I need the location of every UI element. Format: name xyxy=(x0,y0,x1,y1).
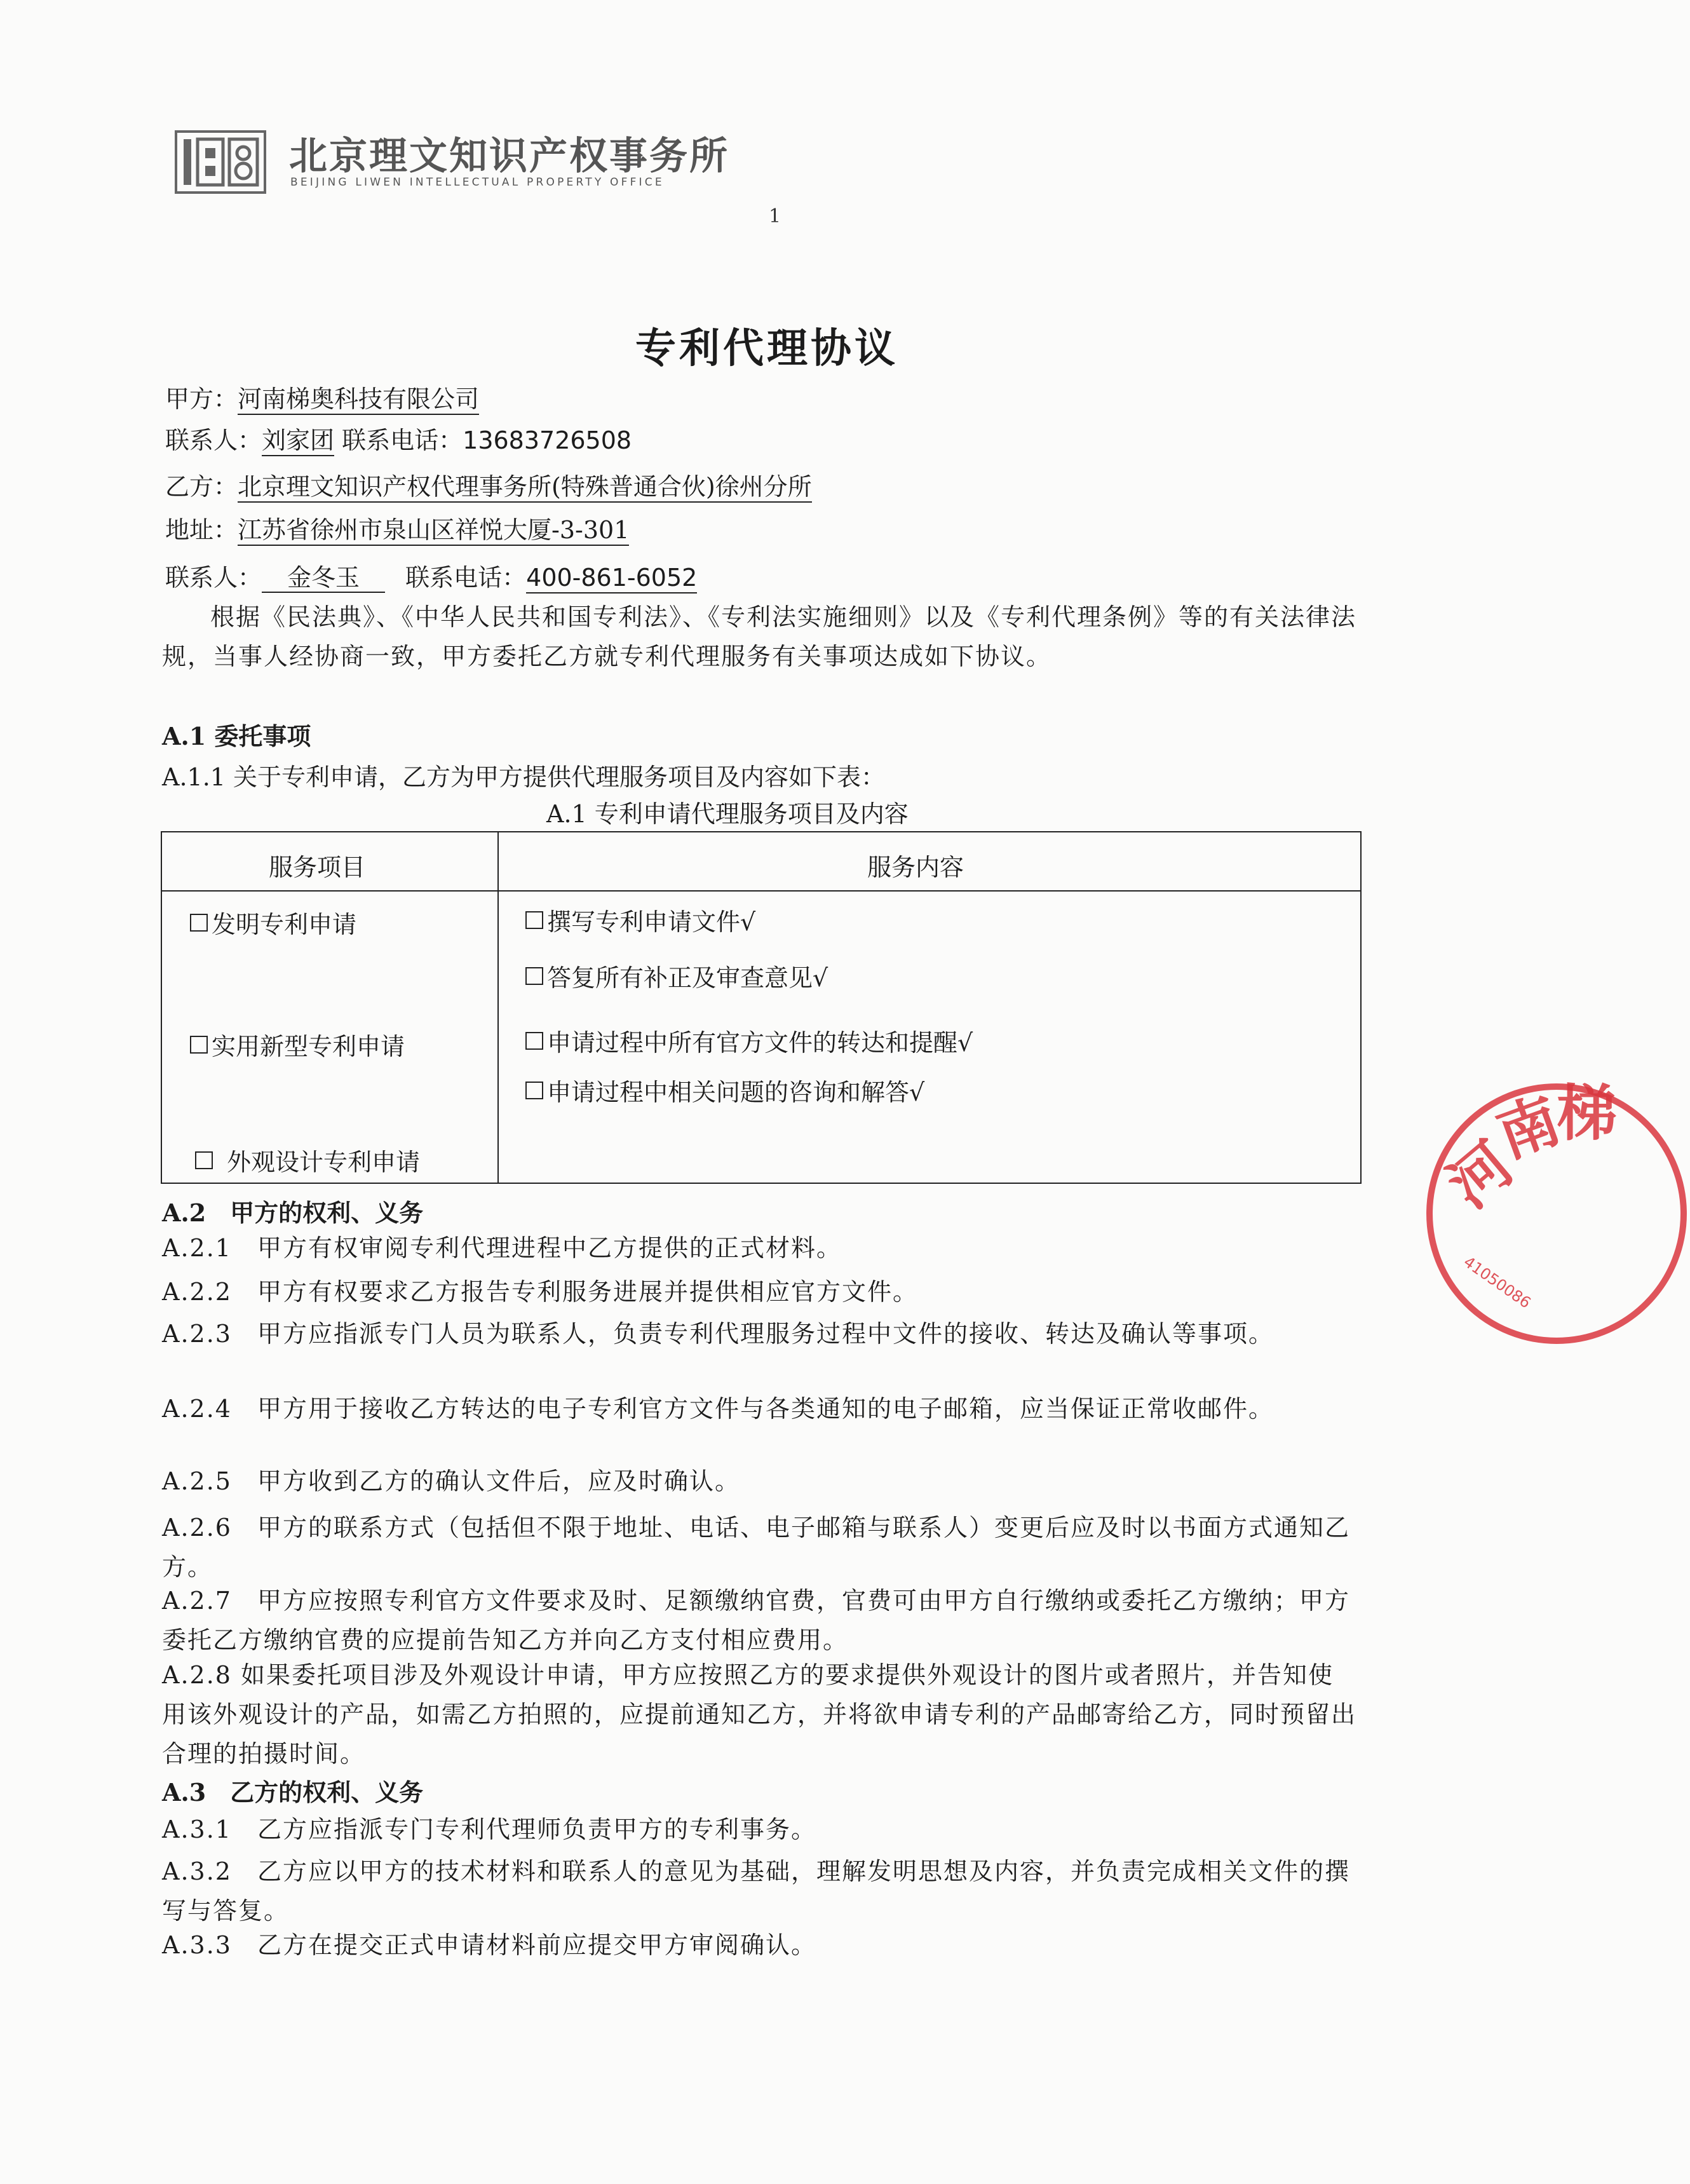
party-b-phone-label: 联系电话： xyxy=(405,564,527,592)
content-consulting[interactable] xyxy=(525,1073,924,1108)
table-header-service-item: 服务项目 xyxy=(269,853,366,881)
checkbox-icon[interactable] xyxy=(195,1151,213,1169)
firm-logo-icon xyxy=(175,130,266,194)
page-number: 1 xyxy=(769,205,781,227)
svg-text:梯: 梯 xyxy=(1557,1078,1618,1149)
section-a1-heading: A.1 委托事项 xyxy=(162,722,311,750)
clause-a2-6: A.2.6 甲方的联系方式（包括但不限于地址、电话、电子邮箱与联系人）变更后应及时以书面方式通知乙方。 xyxy=(162,1514,1350,1581)
content-label: 申请过程中所有官方文件的转达和提醒√ xyxy=(547,1029,973,1057)
firm-name-en: BEIJING LIWEN INTELLECTUAL PROPERTY OFFICE xyxy=(290,176,665,189)
party-a-line xyxy=(165,379,479,414)
clause-a2-8: A.2.8 如果委托项目涉及外观设计申请，甲方应按照乙方的要求提供外观设计的图片或者照片，并告知使用该外观设计的产品，如需乙方拍照的，应提前通知乙方，并将欲申请专利的产品邮寄给乙方，同时预留出合理的拍摄时间。 xyxy=(162,1661,1357,1768)
item-design-patent[interactable] xyxy=(195,1143,420,1177)
clause-a3-3: A.3.3 乙方在提交正式申请材料前应提交甲方审阅确认。 xyxy=(162,1931,816,1959)
section-a2-heading: A.2 甲方的权利、义务 xyxy=(162,1198,424,1227)
content-responses[interactable] xyxy=(525,958,828,993)
item-label: 实用新型专利申请 xyxy=(212,1033,405,1061)
checkbox-icon[interactable] xyxy=(525,1032,543,1050)
table-header-divider xyxy=(162,890,1360,892)
party-a-contact-name: 刘家团 xyxy=(262,426,334,456)
document-title: 专利代理协议 xyxy=(635,325,898,372)
section-a1-clause: A.1.1 关于专利申请，乙方为甲方提供代理服务项目及内容如下表： xyxy=(162,763,886,791)
party-b-contact-line xyxy=(165,558,697,593)
checkbox-icon[interactable] xyxy=(525,1082,543,1099)
item-label: 外观设计专利申请 xyxy=(227,1148,421,1176)
content-label: 撰写专利申请文件√ xyxy=(547,908,756,936)
table-divider xyxy=(497,832,499,1183)
party-b-value: 北京理文知识产权代理事务所(特殊普通合伙)徐州分所 xyxy=(238,473,812,503)
table-header-service-content: 服务内容 xyxy=(867,853,964,881)
clause-a2-2: A.2.2 甲方有权要求乙方报告专利服务进展并提供相应官方文件。 xyxy=(162,1278,918,1306)
party-b-address-label: 地址： xyxy=(165,516,238,544)
checkbox-icon[interactable] xyxy=(190,1036,208,1054)
content-forwarding[interactable] xyxy=(525,1023,973,1058)
firm-name: 北京理文知识产权事务所 xyxy=(289,134,729,179)
item-invention-patent[interactable] xyxy=(190,905,356,940)
content-label: 答复所有补正及审查意见√ xyxy=(547,964,828,992)
party-b-address-line xyxy=(165,510,629,545)
party-b-contact-label: 联系人： xyxy=(165,564,262,592)
party-b-line xyxy=(165,467,812,502)
party-a-contact-label: 联系人： xyxy=(165,426,262,454)
party-a-contact-line xyxy=(165,421,632,456)
content-drafting[interactable] xyxy=(525,902,755,937)
clause-a3-2: A.3.2 乙方应以甲方的技术材料和联系人的意见为基础，理解发明思想及内容，并负责完成相关文件的撰写与答复。 xyxy=(162,1857,1350,1925)
clause-a2-3: A.2.3 甲方应指派专门人员为联系人，负责专利代理服务过程中文件的接收、转达及确认等事项。 xyxy=(162,1320,1274,1348)
svg-text:河: 河 xyxy=(1435,1129,1527,1222)
service-table xyxy=(161,831,1362,1184)
section-a3-heading: A.3 乙方的权利、义务 xyxy=(162,1778,424,1807)
party-b-address-value: 江苏省徐州市泉山区祥悦大厦-3-301 xyxy=(238,516,629,546)
table-caption: A.1 专利申请代理服务项目及内容 xyxy=(546,800,909,828)
svg-text:南: 南 xyxy=(1488,1084,1569,1172)
item-utility-model[interactable] xyxy=(190,1027,405,1062)
content-label: 申请过程中相关问题的咨询和解答√ xyxy=(547,1078,925,1106)
clause-a2-7: A.2.7 甲方应按照专利官方文件要求及时、足额缴纳官费，官费可由甲方自行缴纳或委托乙方缴纳；甲方委托乙方缴纳官费的应提前告知乙方并向乙方支付相应费用。 xyxy=(162,1587,1350,1654)
checkbox-icon[interactable] xyxy=(190,914,208,932)
svg-text:41050086: 41050086 xyxy=(1460,1252,1534,1312)
clause-a2-5: A.2.5 甲方收到乙方的确认文件后，应及时确认。 xyxy=(162,1467,740,1495)
item-label: 发明专利申请 xyxy=(212,911,357,939)
clause-a3-1: A.3.1 乙方应指派专门专利代理师负责甲方的专利事务。 xyxy=(162,1815,816,1843)
party-a-phone: 13683726508 xyxy=(463,426,632,454)
checkbox-icon[interactable] xyxy=(525,911,543,929)
party-b-contact-name: 金冬玉 xyxy=(262,564,385,593)
party-a-value: 河南梯奥科技有限公司 xyxy=(238,385,479,415)
clause-a2-1: A.2.1 甲方有权审阅专利代理进程中乙方提供的正式材料。 xyxy=(162,1234,842,1262)
party-a-phone-label: 联系电话： xyxy=(342,426,463,454)
clause-a2-4: A.2.4 甲方用于接收乙方转达的电子专利官方文件与各类通知的电子邮箱，应当保证正常收邮件。 xyxy=(162,1395,1274,1423)
company-seal-icon xyxy=(1423,1080,1690,1347)
checkbox-icon[interactable] xyxy=(525,967,543,985)
intro-paragraph: 根据《民法典》、《中华人民共和国专利法》、《专利法实施细则》以及《专利代理条例》等的有关法律法规，当事人经协商一致，甲方委托乙方就专利代理服务有关事项达成如下协议。 xyxy=(162,603,1357,670)
party-b-phone: 400-861-6052 xyxy=(526,564,697,593)
party-a-label: 甲方： xyxy=(165,385,238,413)
party-b-label: 乙方： xyxy=(165,473,238,501)
